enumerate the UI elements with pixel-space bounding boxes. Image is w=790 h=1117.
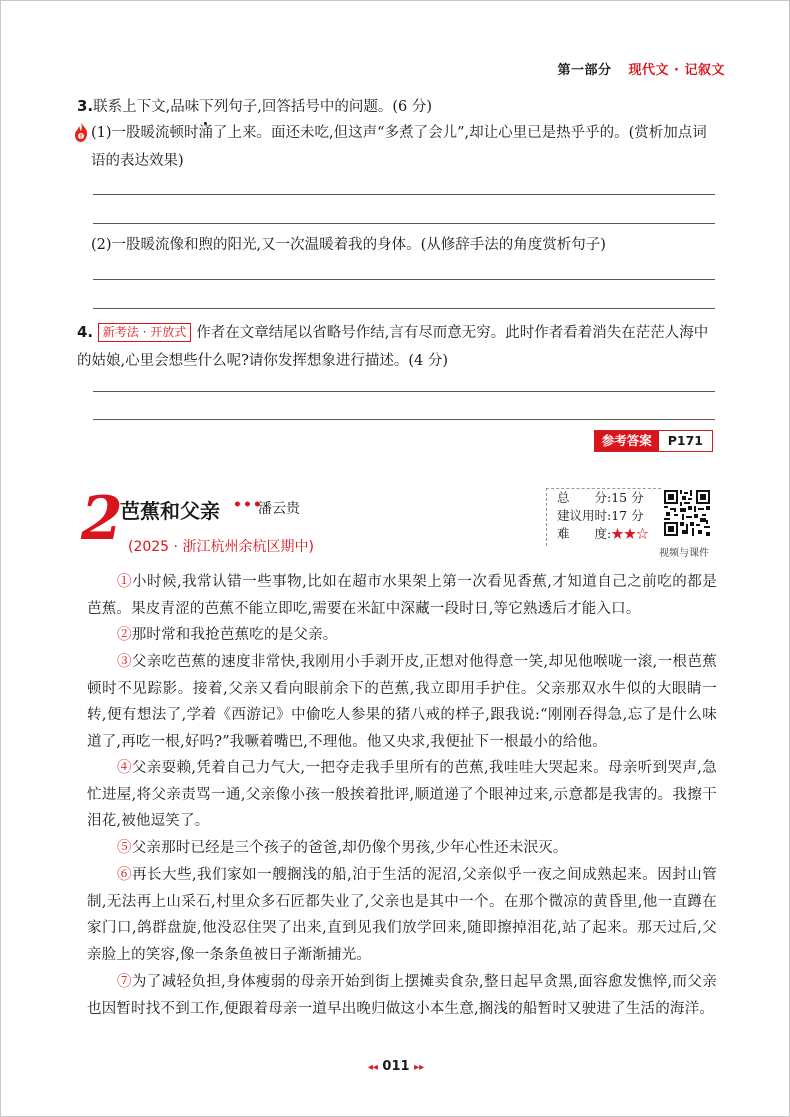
paragraph-text: 那时常和我抢芭蕉吃的是父亲。 [131,627,338,643]
paragraph-number: ⑤ [117,840,132,856]
page-header [557,59,725,78]
paragraph-number: ③ [117,654,132,670]
answer-line[interactable] [93,194,715,195]
sub-1-dotted-word: 涌 [198,125,214,141]
paragraph-text: 父亲那时已经是三个孩子的爸爸,却仍像个男孩,少年心性还未泯灭。 [131,840,568,856]
sub-1-pre: 一股暖流顿时 [111,125,199,141]
reference-answer-page: P171 [659,431,712,451]
paragraph [87,569,717,622]
info-difficulty: 难 度:★★☆ [557,526,649,541]
answer-line[interactable] [93,391,715,392]
answer-line[interactable] [93,419,715,420]
article-author: 潘云贵 [258,501,300,517]
sub-1-post: 了上来。面还未吃,但这声“多煮了会儿”,却让心里已是热乎乎的。(赏析加点词语的表达效果) [91,125,707,169]
new-method-tag: 新考法 · 开放式 [98,323,191,342]
question-3-sub-2: (2)一股暖流像和煦的阳光,又一次温暖着我的身体。(从修辞手法的角度赏析句子) [91,237,606,253]
paragraph [87,622,717,649]
paragraph-number: ② [117,627,132,643]
answer-line[interactable] [93,279,715,280]
difficulty-stars: ★★☆ [611,526,649,541]
page-footer [1,1059,790,1074]
qr-label: 视频与课件 [659,548,709,559]
paragraph [87,755,717,835]
header-section: 现代文 · 记叙文 [628,63,725,78]
question-3-sub-1 [91,119,716,175]
paragraph-number: ④ [117,760,132,776]
paragraph-text: 父亲吃芭蕉的速度非常快,我刚用小手剥开皮,正想对他得意一笑,却见他喉咙一滚,一根芭蕉顿时不见踪影。接着,父亲又看向眼前余下的芭蕉,我立即用手护住。父亲那双水牛似的大眼睛一转,便有想法了,学着《西游记》中偷吃人参果的猪八戒的样子,跟我说:“刚刚吞得急,忘了是什么味道了,再吃一根,好吗?”我噘着嘴巴,不理他。他又央求,我便扯下一根最小的给他。 [87,654,717,750]
flame-icon [74,122,88,142]
paragraph-text: 父亲耍赖,凭着自己力气大,一把夺走我手里所有的芭蕉,我哇哇大哭起来。母亲听到哭声,急忙进屋,将父亲责骂一通,父亲像小孩一般挨着批评,顺道递了个眼神过来,示意都是我害的。我擦干泪花,被他逗笑了。 [87,760,717,830]
header-part: 第一部分 [557,63,612,78]
paragraph-text: 为了减轻负担,身体瘦弱的母亲开始到街上摆摊卖食杂,整日起早贪黑,面容愈发憔悴,而父亲也因暂时找不到工作,便跟着母亲一道早出晚归做这小本生意,搁浅的船暂时又驶进了生活的海洋。 [87,974,717,1017]
paragraph-number: ⑥ [117,867,132,883]
question-3-number: 3. [77,97,94,115]
info-time: 建议用时:17 分 [557,508,644,523]
question-3-text: 联系上下文,品味下列句子,回答括号中的问题。(6 分) [93,99,433,115]
qr-code-icon[interactable] [664,490,710,536]
left-arrows-icon: ◂◂ [367,1062,378,1073]
info-box [546,488,661,546]
right-arrows-icon: ▸▸ [414,1062,425,1073]
article-source: (2025 · 浙江杭州余杭区期中) [128,539,314,555]
page-number: 011 [382,1059,410,1074]
question-4-number: 4. [77,323,94,341]
sub-1-number: (1) [91,125,112,141]
paragraph [87,862,717,968]
paragraph-text: 再长大些,我们家如一艘搁浅的船,泊于生活的泥沼,父亲似乎一夜之间成熟起来。因封山管制,无法再上山采石,村里众多石匠都失业了,父亲也是其中一个。在那个微凉的黄昏里,他一直蹲在家门口,鸽群盘旋,他没忍住哭了出来,直到见我们放学回来,随即擦掉泪花,站了起来。那天过后,父亲脸上的笑容,像一条条鱼被日子渐渐捕光。 [87,867,717,963]
paragraph [87,835,717,862]
paragraph-text: 小时候,我常认错一些事物,比如在超市水果架上第一次看见香蕉,才知道自己之前吃的都是芭蕉。果皮青涩的芭蕉不能立即吃,需要在米缸中深藏一段时日,等它熟透后才能入口。 [87,574,717,617]
paragraph [87,969,717,1022]
question-4-text: 作者在文章结尾以省略号作结,言有尽而意无穷。此时作者看着消失在茫茫人海中的姑娘,心里会想些什么呢?请你发挥想象进行描述。(4 分) [77,325,709,369]
article-number: 2 [81,484,123,554]
paragraph-number: ⑦ [117,974,132,990]
paragraph-number: ① [117,574,132,590]
article-title: 芭蕉和父亲 [120,499,220,523]
title-dots: ••• [233,497,263,513]
answer-line[interactable] [93,308,715,309]
question-4 [77,318,717,375]
info-total: 总 分:15 分 [557,490,644,505]
paragraph [87,649,717,755]
reference-answer-box [594,430,713,452]
answer-line[interactable] [93,223,715,224]
reference-answer-label: 参考答案 [595,431,659,451]
question-3 [77,93,432,120]
svg-text:!: ! [79,133,83,141]
